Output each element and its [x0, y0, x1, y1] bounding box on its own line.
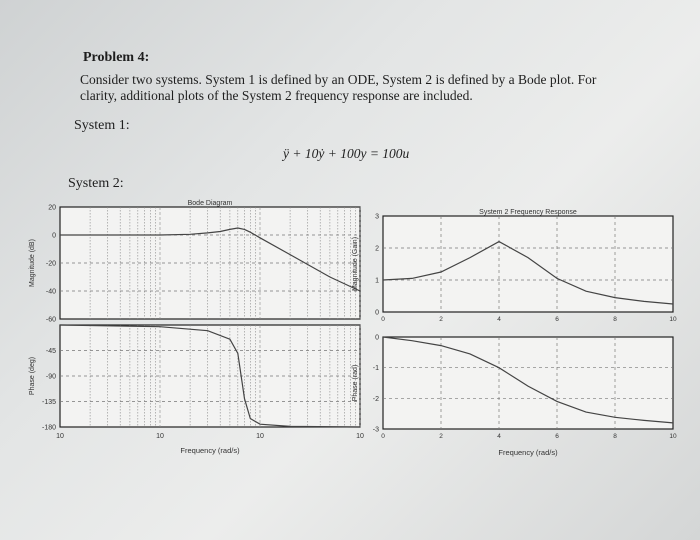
panel3-ytick-label: 1	[375, 277, 379, 285]
system1-label: System 1:	[74, 118, 130, 133]
panel3-title: System 2 Frequency Response	[479, 209, 577, 216]
panel2-xtick-label: 10	[156, 433, 164, 440]
panel1-ylabel: Magnitude (dB)	[29, 239, 36, 287]
panel4-ylabel: Phase (rad)	[352, 364, 359, 402]
panel2-ylabel: Phase (deg)	[29, 356, 36, 396]
panel3-xtick-label: 8	[613, 316, 617, 323]
panel4-ytick-label: -3	[372, 426, 379, 434]
panel3-ytick-label: 3	[375, 213, 379, 221]
panel3-ytick-label: 0	[375, 309, 379, 317]
problem-intro-line-1: Consider two systems. System 1 is defined by an ODE, System 2 is defined by a Bode plot. For	[80, 72, 597, 87]
panel3-frame	[383, 216, 673, 312]
panel4-frame	[383, 337, 673, 429]
panel4-ytick-label: -1	[372, 365, 379, 373]
panel1-ytick-label: -40	[45, 288, 56, 296]
panel1-ytick-label: -20	[45, 260, 56, 268]
panel3-xtick-label: 2	[439, 316, 443, 323]
panel1-ytick-label: 0	[52, 232, 56, 240]
panel4-ytick-label: -2	[372, 395, 379, 403]
panel3-ylabel: Magnitude (Gain)	[352, 236, 359, 292]
panel2-xtick-label: 10	[256, 433, 264, 440]
panel3-xtick-label: 4	[497, 316, 501, 323]
panel3-xtick-label: 10	[669, 316, 677, 323]
panel4-xtick-label: 0	[381, 433, 385, 440]
panel4-xtick-label: 8	[613, 433, 617, 440]
panel2-ytick-label: -180	[41, 424, 56, 432]
panel2-ytick-label: -45	[45, 348, 56, 355]
problem-intro-line-2: clarity, additional plots of the System 2 frequency response are included.	[80, 88, 473, 103]
panel1-ytick-label: -60	[45, 316, 56, 324]
panel1-ytick-label: 20	[48, 204, 56, 212]
system2-label: System 2:	[68, 176, 124, 191]
system1-equation: ÿ + 10ẏ + 100y = 100u	[283, 146, 410, 161]
panel4-xlabel: Frequency (rad/s)	[498, 448, 558, 457]
panel3-ytick-label: 2	[375, 245, 379, 253]
panel2-xtick-label: 10	[356, 433, 364, 440]
panel2-ytick-label: -90	[45, 373, 56, 381]
panel3-xtick-label: 6	[555, 316, 559, 323]
panel4-xtick-label: 2	[439, 433, 443, 440]
panel4-xtick-label: 4	[497, 433, 501, 440]
panel2-ytick-label: -135	[41, 399, 56, 406]
panel2-xlabel: Frequency (rad/s)	[180, 446, 240, 455]
panel4-xtick-label: 10	[669, 433, 677, 440]
panel2-xtick-label: 10	[56, 433, 64, 440]
panel1-title: Bode Diagram	[187, 200, 233, 207]
panel4-xtick-label: 6	[555, 433, 559, 440]
problem-heading: Problem 4:	[83, 50, 150, 65]
panel3-xtick-label: 0	[381, 316, 385, 323]
panel4-ytick-label: 0	[375, 334, 379, 342]
